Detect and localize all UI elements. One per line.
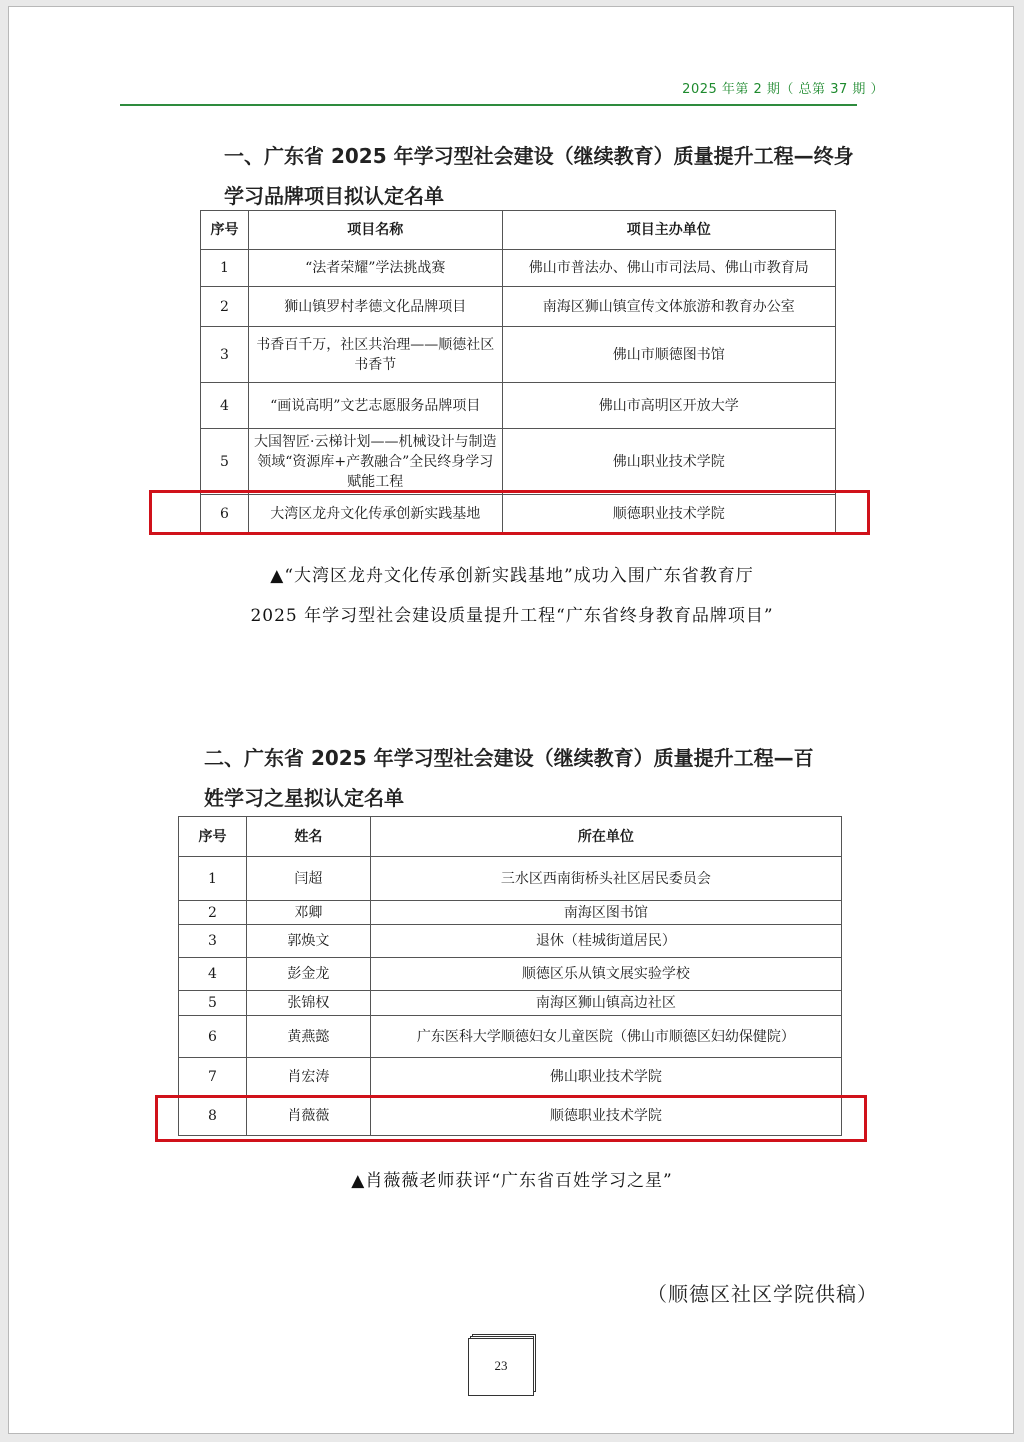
row-name: 肖薇薇	[246, 1096, 370, 1136]
row-index: 6	[179, 1016, 247, 1058]
row-project: 大湾区龙舟文化传承创新实践基地	[248, 495, 502, 533]
row-organizer: 顺德职业技术学院	[502, 495, 835, 533]
row-unit: 退休（桂城街道居民）	[370, 925, 841, 958]
table-row	[201, 429, 836, 495]
page-number: 23	[494, 1358, 508, 1373]
brand-project-table	[200, 210, 836, 533]
col-header-name: 姓名	[246, 817, 370, 857]
row-project: 大国智匠·云梯计划——机械设计与制造领域“资源库+产教融合”全民终身学习赋能工程	[248, 429, 502, 495]
col-header-index: 序号	[201, 211, 249, 250]
row-unit: 南海区图书馆	[370, 901, 841, 925]
row-name: 彭金龙	[246, 958, 370, 991]
row-unit: 广东医科大学顺德妇女儿童医院（佛山市顺德区妇幼保健院）	[370, 1016, 841, 1058]
row-project: 书香百千万，社区共治理——顺德社区书香节	[248, 327, 502, 383]
table-row	[201, 250, 836, 287]
row-index: 3	[201, 327, 249, 383]
row-organizer: 佛山市顺德图书馆	[502, 327, 835, 383]
table-row	[179, 857, 842, 901]
learning-star-table	[178, 816, 842, 1136]
table-row	[179, 991, 842, 1016]
section2-title-line1: 二、广东省 2025 年学习型社会建设（继续教育）质量提升工程—百	[204, 746, 814, 770]
row-project: “法者荣耀”学法挑战赛	[248, 250, 502, 287]
row-organizer: 佛山市高明区开放大学	[502, 383, 835, 429]
source-credit: （顺德区社区学院供稿）	[647, 1282, 878, 1306]
row-index: 5	[201, 429, 249, 495]
row-unit: 顺德区乐从镇文展实验学校	[370, 958, 841, 991]
table-row	[179, 1058, 842, 1096]
row-unit: 顺德职业技术学院	[370, 1096, 841, 1136]
row-index: 2	[201, 287, 249, 327]
row-organizer: 佛山市普法办、佛山市司法局、佛山市教育局	[502, 250, 835, 287]
highlight-box-row6	[149, 490, 870, 535]
col-header-organizer: 项目主办单位	[502, 211, 835, 250]
row-index: 1	[201, 250, 249, 287]
row-index: 8	[179, 1096, 247, 1136]
row-index: 1	[179, 857, 247, 901]
caption1-line1: ▲“大湾区龙舟文化传承创新实践基地”成功入围广东省教育厅	[270, 566, 754, 586]
issue-header: 2025 年第 2 期（ 总第 37 期 ）	[682, 82, 884, 97]
table-row	[179, 958, 842, 991]
row-index: 5	[179, 991, 247, 1016]
row-organizer: 佛山职业技术学院	[502, 429, 835, 495]
row-unit: 三水区西南街桥头社区居民委员会	[370, 857, 841, 901]
col-header-unit: 所在单位	[370, 817, 841, 857]
table-row	[201, 327, 836, 383]
row-index: 4	[179, 958, 247, 991]
highlight-box-row8	[155, 1095, 867, 1142]
table-row	[179, 1016, 842, 1058]
section2-title-line2: 姓学习之星拟认定名单	[204, 786, 404, 810]
row-name: 郭焕文	[246, 925, 370, 958]
row-organizer: 南海区狮山镇宣传文体旅游和教育办公室	[502, 287, 835, 327]
table-row	[201, 287, 836, 327]
row-unit: 佛山职业技术学院	[370, 1058, 841, 1096]
row-index: 4	[201, 383, 249, 429]
caption1-line2: 2025 年学习型社会建设质量提升工程“广东省终身教育品牌项目”	[250, 606, 774, 626]
row-name: 邓卿	[246, 901, 370, 925]
row-index: 6	[201, 495, 249, 533]
caption2: ▲肖薇薇老师获评“广东省百姓学习之星”	[351, 1171, 673, 1191]
row-unit: 南海区狮山镇高边社区	[370, 991, 841, 1016]
table-row	[179, 925, 842, 958]
row-name: 肖宏涛	[246, 1058, 370, 1096]
row-name: 黄燕懿	[246, 1016, 370, 1058]
col-header-index: 序号	[179, 817, 247, 857]
section1-title-line2: 学习品牌项目拟认定名单	[224, 184, 444, 208]
table-row	[201, 383, 836, 429]
row-project: 狮山镇罗村孝德文化品牌项目	[248, 287, 502, 327]
row-index: 2	[179, 901, 247, 925]
row-project: “画说高明”文艺志愿服务品牌项目	[248, 383, 502, 429]
row-name: 张锦权	[246, 991, 370, 1016]
page-number-box	[468, 1338, 534, 1394]
row-name: 闫超	[246, 857, 370, 901]
row-index: 3	[179, 925, 247, 958]
table-row	[179, 901, 842, 925]
table-header-row	[179, 817, 842, 857]
table-header-row	[201, 211, 836, 250]
row-index: 7	[179, 1058, 247, 1096]
section1-title-line1: 一、广东省 2025 年学习型社会建设（继续教育）质量提升工程—终身	[224, 144, 854, 168]
col-header-project: 项目名称	[248, 211, 502, 250]
header-rule	[120, 104, 857, 106]
